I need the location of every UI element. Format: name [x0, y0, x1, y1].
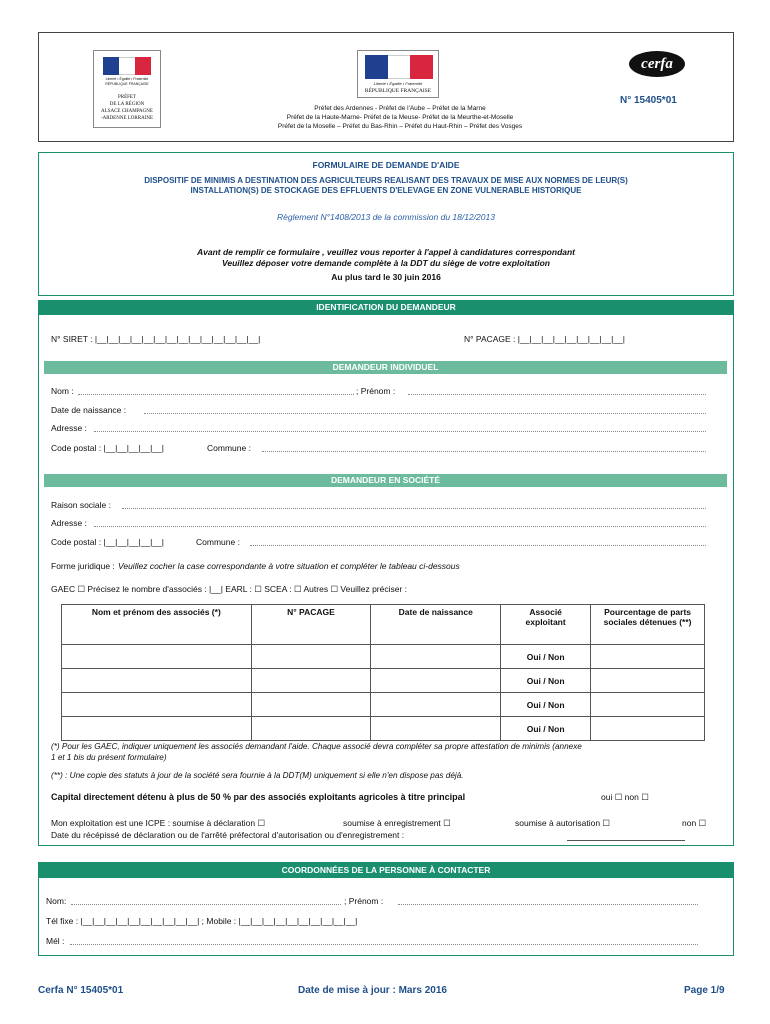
cell-naissance[interactable]	[371, 645, 501, 669]
gaec-line[interactable]: GAEC ☐ Précisez le nombre d'associés : |__| EARL : ☐ SCEA : ☐ Autres ☐ Veuillez préciser :	[51, 584, 408, 594]
cell-parts[interactable]	[591, 693, 705, 717]
col-nom-header: Nom et prénom des associés (*)	[62, 605, 252, 645]
identification-section	[38, 300, 734, 846]
cell-pacage[interactable]	[251, 693, 371, 717]
republique-logo	[357, 50, 439, 98]
cell-pacage[interactable]	[251, 645, 371, 669]
region-logo-line2: DE LA RÉGION	[109, 102, 145, 107]
col-exploitant-header: Associé exploitant	[501, 605, 591, 645]
contact-title: COORDONNÉES DE LA PERSONNE À CONTACTER	[38, 862, 734, 878]
region-logo	[93, 50, 161, 128]
col-pacage-header: N° PACAGE	[251, 605, 371, 645]
republique-name: RÉPUBLIQUE FRANÇAISE	[364, 88, 432, 94]
contact-tel-field[interactable]: Tél fixe : |__|__|__|__|__|__|__|__|__|__| ; Mobile : |__|__|__|__|__|__|__|__|__|__|	[46, 916, 358, 926]
note2: (**) : Une copie des statuts à jour de la société sera fournie à la DDT(M) uniquement si elle n'en dispose pas déjà.	[51, 771, 464, 780]
cell-nom[interactable]	[62, 717, 252, 741]
cell-naissance[interactable]	[371, 717, 501, 741]
cell-exploitant[interactable]: Oui / Non	[501, 669, 591, 693]
identification-title: IDENTIFICATION DU DEMANDEUR	[38, 300, 734, 315]
table-header-row	[62, 605, 705, 645]
cell-naissance[interactable]	[371, 693, 501, 717]
region-logo-line1: PRÉFET	[117, 95, 137, 100]
recepisse-input[interactable]	[567, 840, 685, 841]
contact-nom-label: Nom:	[46, 896, 67, 906]
adresse2-input[interactable]	[94, 526, 706, 527]
associes-table	[61, 604, 705, 741]
form-title: FORMULAIRE DE DEMANDE D'AIDE	[312, 160, 460, 170]
col-parts-header: Pourcentage de parts sociales détenues (**)	[591, 605, 705, 645]
marianne-icon	[103, 57, 151, 75]
naissance-input[interactable]	[144, 413, 706, 414]
adresse-input[interactable]	[94, 431, 706, 432]
commune-label: Commune :	[207, 443, 251, 453]
cp-field[interactable]: Code postal : |__|__|__|__|__|	[51, 443, 164, 453]
marianne-flag-icon	[365, 55, 433, 79]
republique-motto: Liberté • Égalité • Fraternité	[373, 81, 423, 86]
deadline: Au plus tard le 30 juin 2016	[331, 272, 441, 282]
adresse2-label: Adresse :	[51, 518, 87, 528]
forme-label: Forme juridique :	[51, 561, 115, 571]
societe-title: DEMANDEUR EN SOCIÉTÉ	[44, 474, 727, 487]
capital-label: Capital directement détenu à plus de 50 % par des associés exploitants agricoles à titre principal	[51, 792, 466, 802]
commune-input[interactable]	[262, 451, 706, 452]
contact-mel-input[interactable]	[70, 944, 698, 945]
footer-cerfa: Cerfa N° 15405*01	[38, 985, 124, 996]
recepisse-label: Date du récépissé de déclaration ou de l'arrêté préfectoral d'autorisation ou d'enregistrement :	[51, 830, 405, 840]
footer-date: Date de mise à jour : Mars 2016	[298, 985, 447, 996]
commune2-label: Commune :	[196, 537, 240, 547]
contact-prenom-input[interactable]	[398, 904, 698, 905]
adresse-label: Adresse :	[51, 423, 87, 433]
cell-parts[interactable]	[591, 717, 705, 741]
region-logo-small-line1: Liberté • Égalité • Fraternité	[105, 77, 149, 81]
siret-field[interactable]: N° SIRET : |__|__|__|__|__|__|__|__|__|__|__|__|__|__|	[51, 334, 261, 344]
region-logo-small-line2: RÉPUBLIQUE FRANÇAISE	[105, 82, 149, 86]
instruction-1: Avant de remplir ce formulaire , veuillez vous reporter à l'appel à candidatures correspondant	[196, 247, 576, 257]
contact-nom-input[interactable]	[71, 904, 341, 905]
cerfa-number: N° 15405*01	[620, 95, 677, 106]
nom-input[interactable]	[78, 394, 354, 395]
form-subtitle-1: DISPOSITIF DE MINIMIS A DESTINATION DES AGRICULTEURS REALISANT DES TRAVAUX DE MISE AUX NORMES DE LEUR(S)	[144, 176, 628, 185]
cell-exploitant[interactable]: Oui / Non	[501, 693, 591, 717]
footer-page: Page 1/9	[684, 985, 725, 996]
prefets-line2: Préfet de la Haute-Marne- Préfet de la Meuse- Préfet de la Meurthe-et-Moselle	[286, 114, 514, 121]
forme-instruction: Veuillez cocher la case correspondante à votre situation et compléter le tableau ci-dessous	[118, 561, 460, 571]
raison-label: Raison sociale :	[51, 500, 112, 510]
individuel-title: DEMANDEUR INDIVIDUEL	[44, 361, 727, 374]
cell-nom[interactable]	[62, 693, 252, 717]
capital-choices[interactable]: oui ☐ non ☐	[601, 792, 649, 802]
form-subtitle-2: INSTALLATION(S) DE STOCKAGE DES EFFLUENTS D'ELEVAGE EN ZONE VULNERABLE HISTORIQUE	[190, 186, 582, 195]
cerfa-logo-text: cerfa	[641, 56, 673, 72]
note1-line1: (*) Pour les GAEC, indiquer uniquement les associés demandant l'aide. Chaque associé devra compléter sa propre attestation de minimis (annexe	[51, 742, 582, 751]
prefets-line1: Préfet des Ardennes - Préfet de l'Aube – Préfet de la Marne	[314, 105, 486, 112]
note1-line2: 1 et 1 bis du présent formulaire)	[51, 753, 167, 762]
icpe-declaration[interactable]: Mon exploitation est une ICPE : soumise à déclaration ☐	[51, 818, 266, 828]
cp2-field[interactable]: Code postal : |__|__|__|__|__|	[51, 537, 164, 547]
cell-parts[interactable]	[591, 669, 705, 693]
cell-exploitant[interactable]: Oui / Non	[501, 717, 591, 741]
cell-parts[interactable]	[591, 645, 705, 669]
instruction-2: Veuillez déposer votre demande complète à la DDT du siège de votre exploitation	[222, 258, 550, 268]
raison-input[interactable]	[122, 508, 706, 509]
cell-pacage[interactable]	[251, 669, 371, 693]
icpe-enregistrement[interactable]: soumise à enregistrement ☐	[343, 818, 451, 828]
table-row	[62, 693, 705, 717]
region-logo-line3: ALSACE CHAMPAGNE	[101, 109, 153, 114]
pacage-field[interactable]: N° PACAGE : |__|__|__|__|__|__|__|__|__|	[464, 334, 625, 344]
naissance-label: Date de naissance :	[51, 405, 127, 415]
table-row	[62, 669, 705, 693]
nom-label: Nom :	[51, 386, 74, 396]
prenom-label: ; Prénom :	[356, 386, 396, 396]
table-row	[62, 717, 705, 741]
cell-pacage[interactable]	[251, 717, 371, 741]
cell-nom[interactable]	[62, 669, 252, 693]
icpe-non[interactable]: non ☐	[682, 818, 707, 828]
reglement: Règlement N°1408/2013 de la commission du 18/12/2013	[277, 212, 495, 222]
contact-prenom-label: ; Prénom :	[344, 896, 384, 906]
region-logo-line4: -ARDENNE LORRAINE	[100, 116, 154, 121]
table-row	[62, 645, 705, 669]
cell-nom[interactable]	[62, 645, 252, 669]
cerfa-logo	[629, 51, 685, 77]
cell-naissance[interactable]	[371, 669, 501, 693]
icpe-autorisation[interactable]: soumise à autorisation ☐	[515, 818, 611, 828]
cell-exploitant[interactable]: Oui / Non	[501, 645, 591, 669]
col-naissance-header: Date de naissance	[371, 605, 501, 645]
contact-mel-label: Mél :	[46, 936, 65, 946]
prenom-input[interactable]	[408, 394, 706, 395]
prefets-line3: Préfet de la Moselle – Préfet du Bas-Rhin – Préfet du Haut-Rhin – Préfet des Vosges	[277, 123, 523, 130]
commune2-input[interactable]	[250, 545, 706, 546]
